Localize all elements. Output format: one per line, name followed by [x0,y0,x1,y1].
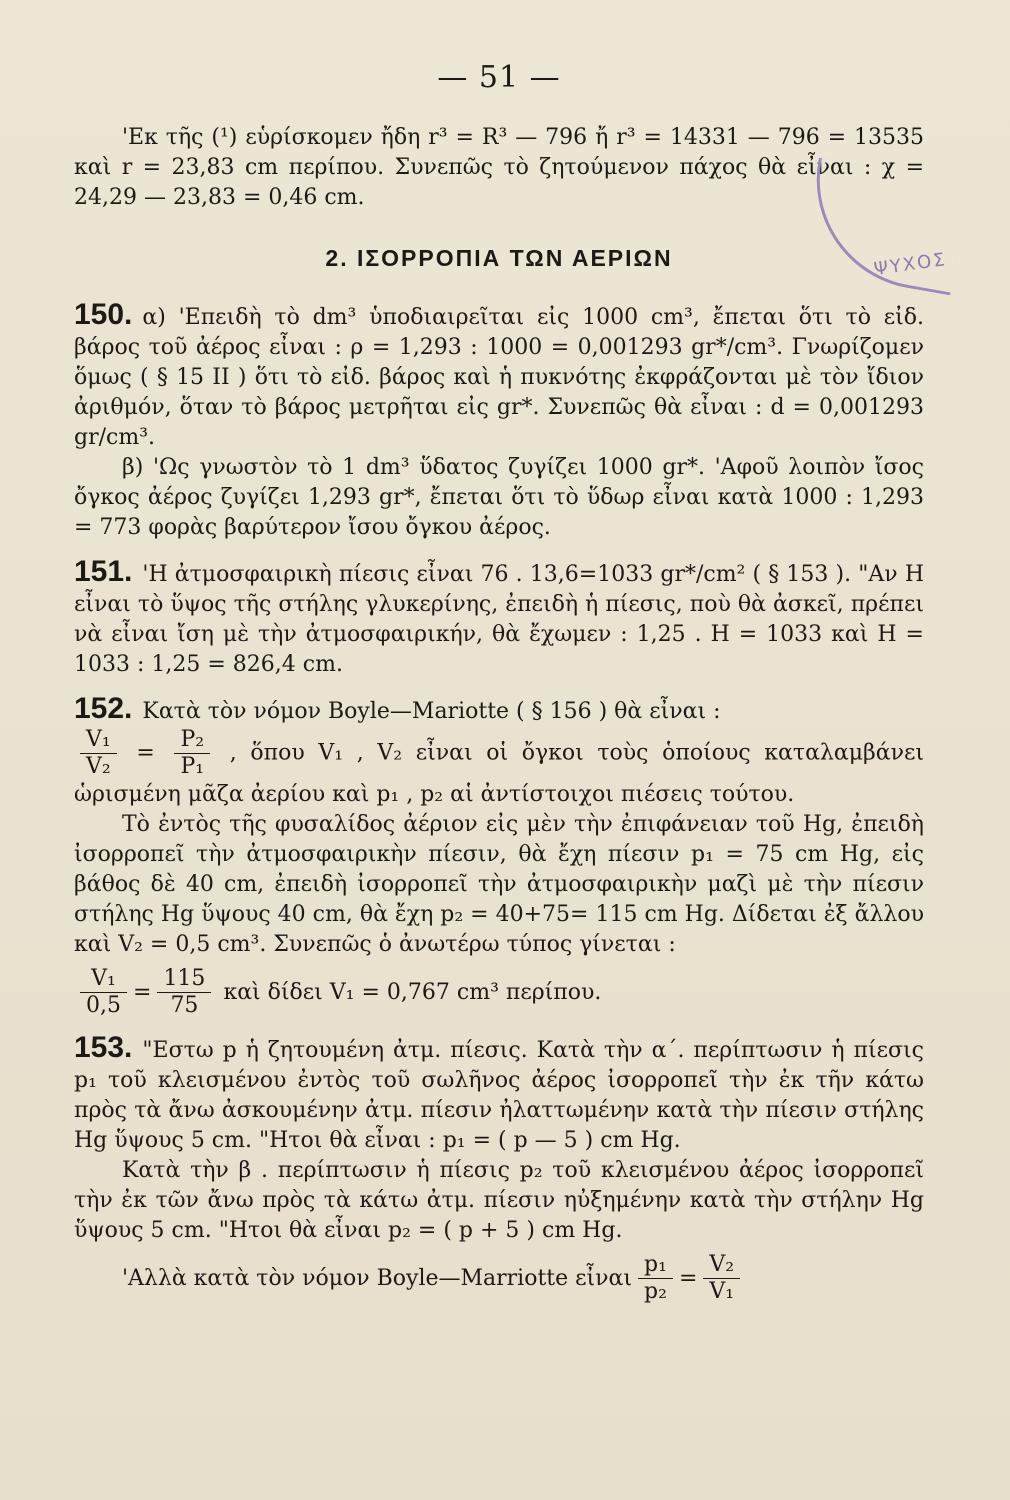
library-stamp [799,158,969,296]
problem-number: 150. [74,298,133,331]
fraction-p1-p2: $\frac{\text{p₁}}{\text{p₂}}$ [638,1252,673,1305]
problem-150-part-b: β) 'Ως γνωστὸν τὸ 1 dm³ ὕδατος ζυγίζει 1000 gr*. 'Αφοῦ λοιπὸν ἴσος ὄγκος ἀέρος ζυγίζει 1,293 gr*, ἔπεται ὅτι τὸ ὕδωρ εἶναι κατὰ 1000 : 1,293 = 773 φορὰς βαρύτερον ἴσου ὄγκου ἀέρος. [74,455,924,540]
problem-152-result-formula [74,966,924,1019]
fraction-v1-05: $\frac{\text{V₁}}{0,5}$ [80,966,127,1019]
problem-152-formula-line [74,727,924,810]
problem-number: 152. [74,692,133,725]
problem-153-part-b: Κατὰ τὴν β . περίπτωσιν ἡ πίεσις p₂ τοῦ κλεισμένου ἀέρος ἰσορροπεῖ τὴν ἐκ τῶν ἄνω πρὸς τὰ κάτω ἀτμ. πίεσιν ηὐξημένην κατὰ τὴν στήλην Hg ὕψους 5 cm. "Ητοι θὰ εἶναι p₂ = ( p + 5 ) cm Hg. [74,1158,924,1243]
stamp-text: ΨΥΧΟΣ [872,249,948,281]
page-number: — 51 — [437,60,561,95]
problem-152-body: Τὸ ἐντὸς τῆς φυσαλίδος ἀέριον εἰς μὲν τὴν ἐπιφάνειαν τοῦ Hg, ἐπειδὴ ἰσορροπεῖ τὴν ἀτμοσφαιρικὴν πίεσιν, θὰ ἔχη πίεσιν p₁ = 75 cm Hg, εἰς βάθος δὲ 40 cm, ἐπειδὴ ἰσορροπεῖ τὴν ἀτμοσφαιρικὴν μαζὶ μὲ τὴν πίεσιν στήλης Hg ὕψους 40 cm, θὰ ἔχη p₂ = 40+75= 115 cm Hg. Δίδεται ἐξ ἄλλου καὶ V₂ = 0,5 cm³. Συνεπῶς ὁ ἀνωτέρω τύπος γίνεται : [74,812,924,957]
formula-lead: 'Αλλὰ κατὰ τὸν νόμον Boyle—Marriotte εἶναι [122,1266,633,1291]
problem-152 [74,694,924,1019]
problem-number: 153. [74,1031,133,1064]
fraction-115-75: $\frac{115}{75}$ [157,966,211,1019]
fraction-v1-v2: $\frac{\text{V₁}}{\text{V₂}}$ [80,727,117,780]
problem-150-part-a: α) 'Επειδὴ τὸ dm³ ὑποδιαιρεῖται εἰς 1000 cm³, ἔπεται ὅτι τὸ εἰδ. βάρος τοῦ ἀέρος εἶναι : ρ = 1,293 : 1000 = 0,001293 gr*/cm³. Γνωρίζομεν ὅμως ( § 15 II ) ὅτι τὸ εἰδ. βάρος καὶ ἡ πυκνότης ἐκφράζονται μὲ τὸν ἴδιον ἀριθμόν, ὅταν τὸ βάρος μετρῆται εἰς gr*. Συνεπῶς θὰ εἶναι : d = 0,001293 gr/cm³. [74,305,924,450]
problem-151-text: 'Η ἀτμοσφαιρικὴ πίεσις εἶναι 76 . 13,6=1033 gr*/cm² ( § 153 ). "Αν H εἶναι τὸ ὕψος τῆς στήλης γλυκερίνης, ἐπειδὴ ἡ πίεσις, ποὺ θὰ ἀσκεῖ, πρέπει νὰ εἶναι ἴση μὲ τὴν ἀτμοσφαιρικήν, θὰ ἔχωμεν : 1,25 . H = 1033 καὶ H = 1033 : 1,25 = 826,4 cm. [74,562,924,677]
equals-sign: = [133,980,152,1005]
problem-153 [74,1033,924,1305]
fraction-p2-p1: $\frac{\text{P₂}}{\text{P₁}}$ [174,727,210,780]
equals-sign: = [678,1266,698,1291]
problem-number: 151. [74,555,133,588]
problem-152-lead: Κατὰ τὸν νόμον Boyle—Mariotte ( § 156 ) θὰ εἶναι : [142,699,721,724]
problem-152-result: καὶ δίδει V₁ = 0,767 cm³ περίπου. [223,980,602,1005]
fraction-v2-v1: $\frac{\text{V₂}}{\text{V₁}}$ [703,1252,740,1305]
problem-153-part-a: "Εστω p ἡ ζητουμένη ἀτμ. πίεσις. Κατὰ τὴν α΄. περίπτωσιν ἡ πίεσις p₁ τοῦ κλεισμένου ἐντὸς τοῦ σωλῆνος ἀέρος ἰσορροπεῖ τὴν ἐκ τῆν κάτω πρὸς τὰ ἄνω ἀσκουμένην ἀτμ. πίεσιν ἠλαττωμένην κατὰ τὴν πίεσιν στήλης Hg ὕψους 5 cm. "Ητοι θὰ εἶναι : p₁ = ( p — 5 ) cm Hg. [74,1038,924,1153]
equals-sign: = [136,740,155,766]
intro-paragraph: 'Εκ τῆς (¹) εὑρίσκομεν ἤδη r³ = R³ — 796 ἤ r³ = 14331 — 796 = 13535 καὶ r = 23,83 cm περίπου. Συνεπῶς τὸ ζητούμενον πάχος θὰ εἶναι : χ = 24,29 — 23,83 = 0,46 cm. [74,125,924,210]
problem-153-formula [74,1252,924,1305]
formula-explanation: , ὅπου V₁ , V₂ εἶναι οἱ ὄγκοι τοὺς ὁποίους καταλαμβάνει ὡρισμένη μᾶζα ἀερίου καὶ p₁ , p₂ αἱ ἀντίστοιχοι πιέσεις τούτου. [74,740,925,807]
section-heading: 2. ΙΣΟΡΡΟΠΙΑ ΤΩΝ ΑΕΡΙΩΝ [325,245,673,271]
problem-150 [74,300,924,543]
problem-151 [74,557,924,680]
